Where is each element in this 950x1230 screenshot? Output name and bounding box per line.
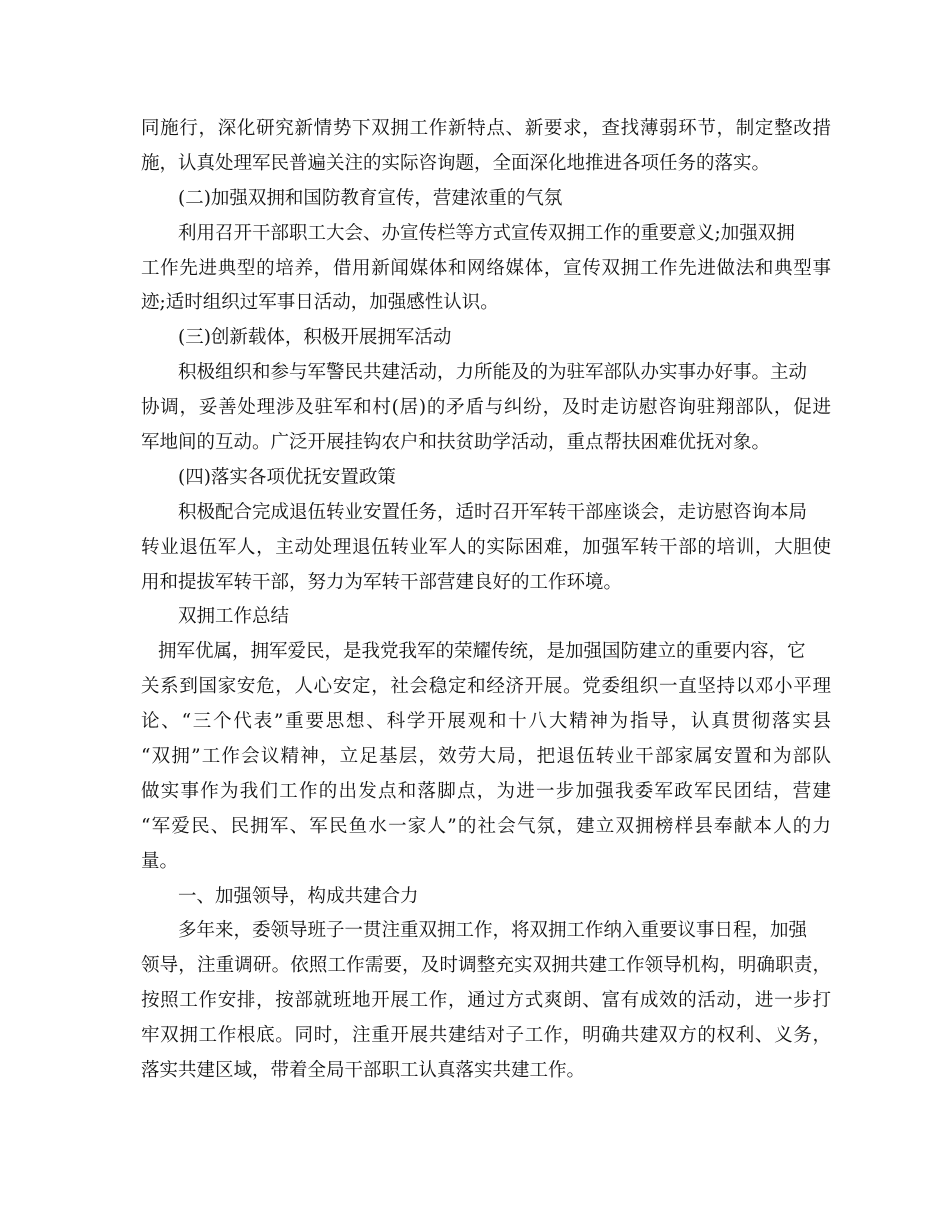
text-line: 一、加强领导，构成共建合力: [178, 885, 419, 907]
text-line: 转业退伍军人，主动处理退伍转业军人的实际困难，加强军转干部的培训，大胆使: [141, 536, 831, 558]
text-line: 双拥工作总结: [178, 606, 290, 628]
text-line: 关系到国家安危，人心安定，社会稳定和经济开展。党委组织一直坚持以邓小平理: [141, 676, 831, 698]
text-line: (四)落实各项优抚安置政策: [178, 466, 396, 488]
text-line: (二)加强双拥和国防教育宣传，营建浓重的气氛: [178, 187, 563, 209]
text-line: 军地间的互动。广泛开展挂钩农户和扶贫助学活动，重点帮扶困难优抚对象。: [141, 432, 771, 454]
text-line: 按照工作安排，按部就班地开展工作，通过方式爽朗、富有成效的活动，进一步打: [141, 990, 831, 1012]
text-line: 用和提拔军转干部，努力为军转干部营建良好的工作环境。: [141, 571, 623, 593]
text-line: 协调，妥善处理涉及驻军和村(居)的矛盾与纠纷，及时走访慰咨询驻翔部队，促进: [141, 397, 831, 419]
text-line: 领导，注重调研。依照工作需要，及时调整充实双拥共建工作领导机构，明确职责，: [141, 955, 831, 977]
text-line: “军爱民、民拥军、军民鱼水一家人”的社会气氛，建立双拥榜样县奉献本人的力: [141, 815, 831, 837]
text-line: 积极组织和参与军警民共建活动，力所能及的为驻军部队办实事办好事。主动: [178, 362, 808, 384]
text-line: 积极配合完成退伍转业安置任务，适时召开军转干部座谈会，走访慰咨询本局: [178, 501, 808, 523]
text-line: 落实共建区域，带着全局干部职工认真落实共建工作。: [141, 1060, 586, 1082]
text-line: 利用召开干部职工大会、办宣传栏等方式宣传双拥工作的重要意义;加强双拥: [178, 222, 795, 244]
text-line: 迹;适时组织过军事日活动，加强感性认识。: [141, 292, 499, 314]
text-line: “双拥”工作会议精神，立足基层，效劳大局，把退伍转业干部家属安置和为部队: [141, 746, 831, 768]
text-line: 多年来，委领导班子一贯注重双拥工作，将双拥工作纳入重要议事日程，加强: [178, 920, 808, 942]
document-body: [141, 112, 831, 1089]
text-line: (三)创新载体，积极开展拥军活动: [178, 327, 452, 349]
text-line: 做实事作为我们工作的出发点和落脚点，为进一步加强我委军政军民团结，营建: [141, 780, 831, 802]
text-line: 施，认真处理军民普遍关注的实际咨询题，全面深化地推进各项任务的落实。: [141, 152, 771, 174]
text-line: 工作先进典型的培养，借用新闻媒体和网络媒体，宣传双拥工作先进做法和典型事: [141, 257, 831, 279]
text-line: 论、“三个代表”重要思想、科学开展观和十八大精神为指导，认真贯彻落实县: [141, 711, 831, 733]
text-line: 牢双拥工作根底。同时，注重开展共建结对子工作，明确共建双方的权利、义务，: [141, 1025, 831, 1047]
text-line: 同施行，深化研究新情势下双拥工作新特点、新要求，查找薄弱环节，制定整改措: [141, 118, 831, 139]
text-line: 拥军优属，拥军爱民，是我党我军的荣耀传统，是加强国防建立的重要内容，它: [158, 641, 806, 663]
text-line: 量。: [141, 850, 179, 872]
